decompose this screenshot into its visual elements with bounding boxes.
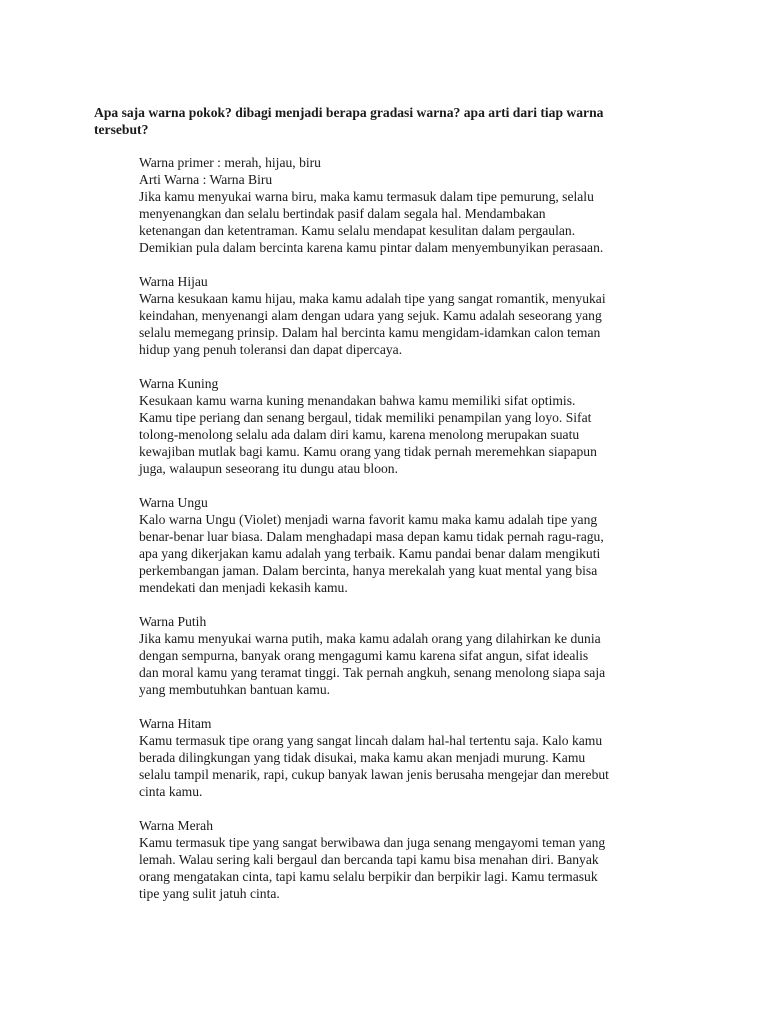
paragraph-line: menyenangkan dan selalu bertindak pasif dalam segala hal. Mendambakan xyxy=(139,206,546,221)
paragraph-line: berada dilingkungan yang tidak disukai, maka kamu akan menjadi murung. Kamu xyxy=(139,750,586,765)
section-warna-ungu xyxy=(139,494,699,596)
paragraph-line: selalu tampil menarik, rapi, cukup banyak lawan jenis berusaha mengejar dan merebut xyxy=(139,767,609,782)
paragraph-line: tipe yang sulit jatuh cinta. xyxy=(139,886,280,901)
paragraph-line: Jika kamu menyukai warna biru, maka kamu termasuk dalam tipe pemurung, selalu xyxy=(139,189,594,204)
paragraph-line: cinta kamu. xyxy=(139,784,203,799)
paragraph-line: keindahan, menyenangi alam dengan udara yang sejuk. Kamu adalah seseorang yang xyxy=(139,308,602,323)
paragraph-line: perkembangan jaman. Dalam bercinta, hanya merekalah yang kuat mental yang bisa xyxy=(139,563,598,578)
paragraph-line: Kamu termasuk tipe yang sangat berwibawa dan juga senang mengayomi teman yang xyxy=(139,835,606,850)
paragraph-line: ketenangan dan ketentraman. Kamu selalu mendapat kesulitan dalam pergaulan. xyxy=(139,223,576,238)
primary-colors-line: Warna primer : merah, hijau, biru xyxy=(139,155,321,170)
paragraph-line: lemah. Walau sering kali bergaul dan bercanda tapi kamu bisa menahan diri. Banyak xyxy=(139,852,599,867)
section-warna-kuning xyxy=(139,375,699,477)
question-line: Apa saja warna pokok? dibagi menjadi berapa gradasi warna? apa arti dari tiap warna xyxy=(94,105,604,120)
section-heading: Warna Kuning xyxy=(139,376,219,391)
paragraph-line: dan moral kamu yang teramat tinggi. Tak pernah angkuh, senang menolong siapa saja xyxy=(139,665,606,680)
paragraph-line: apa yang dikerjakan kamu adalah yang terbaik. Kamu pandai benar dalam mengikuti xyxy=(139,546,601,561)
paragraph-line: dengan sempurna, banyak orang mengagumi kamu karena sifat angun, sifat idealis xyxy=(139,648,589,663)
section-warna-biru xyxy=(139,154,699,256)
paragraph-line: Kamu termasuk tipe orang yang sangat lincah dalam hal-hal tertentu saja. Kalo kamu xyxy=(139,733,603,748)
paragraph-line: selalu memegang prinsip. Dalam hal bercinta kamu mengidam-idamkan calon teman xyxy=(139,325,601,340)
paragraph-line: tolong-menolong selalu ada dalam diri kamu, karena menolong merupakan suatu xyxy=(139,427,580,442)
section-heading: Arti Warna : Warna Biru xyxy=(139,172,273,187)
section-heading: Warna Hitam xyxy=(139,716,212,731)
paragraph-line: Demikian pula dalam bercinta karena kamu pintar dalam menyembunyikan perasaan. xyxy=(139,240,604,255)
section-heading: Warna Hijau xyxy=(139,274,208,289)
section-warna-hijau xyxy=(139,273,699,358)
section-heading: Warna Ungu xyxy=(139,495,208,510)
answer-body xyxy=(139,154,699,919)
paragraph-line: mendekati dan menjadi kekasih kamu. xyxy=(139,580,348,595)
section-warna-merah xyxy=(139,817,699,902)
paragraph-line: orang mengatakan cinta, tapi kamu selalu berpikir dan berpikir lagi. Kamu termasuk xyxy=(139,869,598,884)
question-heading xyxy=(94,104,694,138)
paragraph-line: Jika kamu menyukai warna putih, maka kamu adalah orang yang dilahirkan ke dunia xyxy=(139,631,601,646)
section-warna-putih xyxy=(139,613,699,698)
section-warna-hitam xyxy=(139,715,699,800)
paragraph-line: yang membutuhkan bantuan kamu. xyxy=(139,682,331,697)
paragraph-line: Kesukaan kamu warna kuning menandakan bahwa kamu memiliki sifat optimis. xyxy=(139,393,576,408)
paragraph-line: Kamu tipe periang dan senang bergaul, tidak memiliki penampilan yang loyo. Sifat xyxy=(139,410,592,425)
paragraph-line: Warna kesukaan kamu hijau, maka kamu adalah tipe yang sangat romantik, menyukai xyxy=(139,291,606,306)
paragraph-line: Kalo warna Ungu (Violet) menjadi warna favorit kamu maka kamu adalah tipe yang xyxy=(139,512,598,527)
paragraph-line: hidup yang penuh toleransi dan dapat dipercaya. xyxy=(139,342,403,357)
section-heading: Warna Putih xyxy=(139,614,207,629)
paragraph-line: benar-benar luar biasa. Dalam menghadapi masa depan kamu tidak pernah ragu-ragu, xyxy=(139,529,604,544)
question-line: tersebut? xyxy=(94,122,149,137)
paragraph-line: kewajiban mutlak bagi kamu. Kamu orang yang tidak pernah meremehkan siapapun xyxy=(139,444,597,459)
section-heading: Warna Merah xyxy=(139,818,214,833)
paragraph-line: juga, walaupun seseorang itu dungu atau bloon. xyxy=(139,461,398,476)
